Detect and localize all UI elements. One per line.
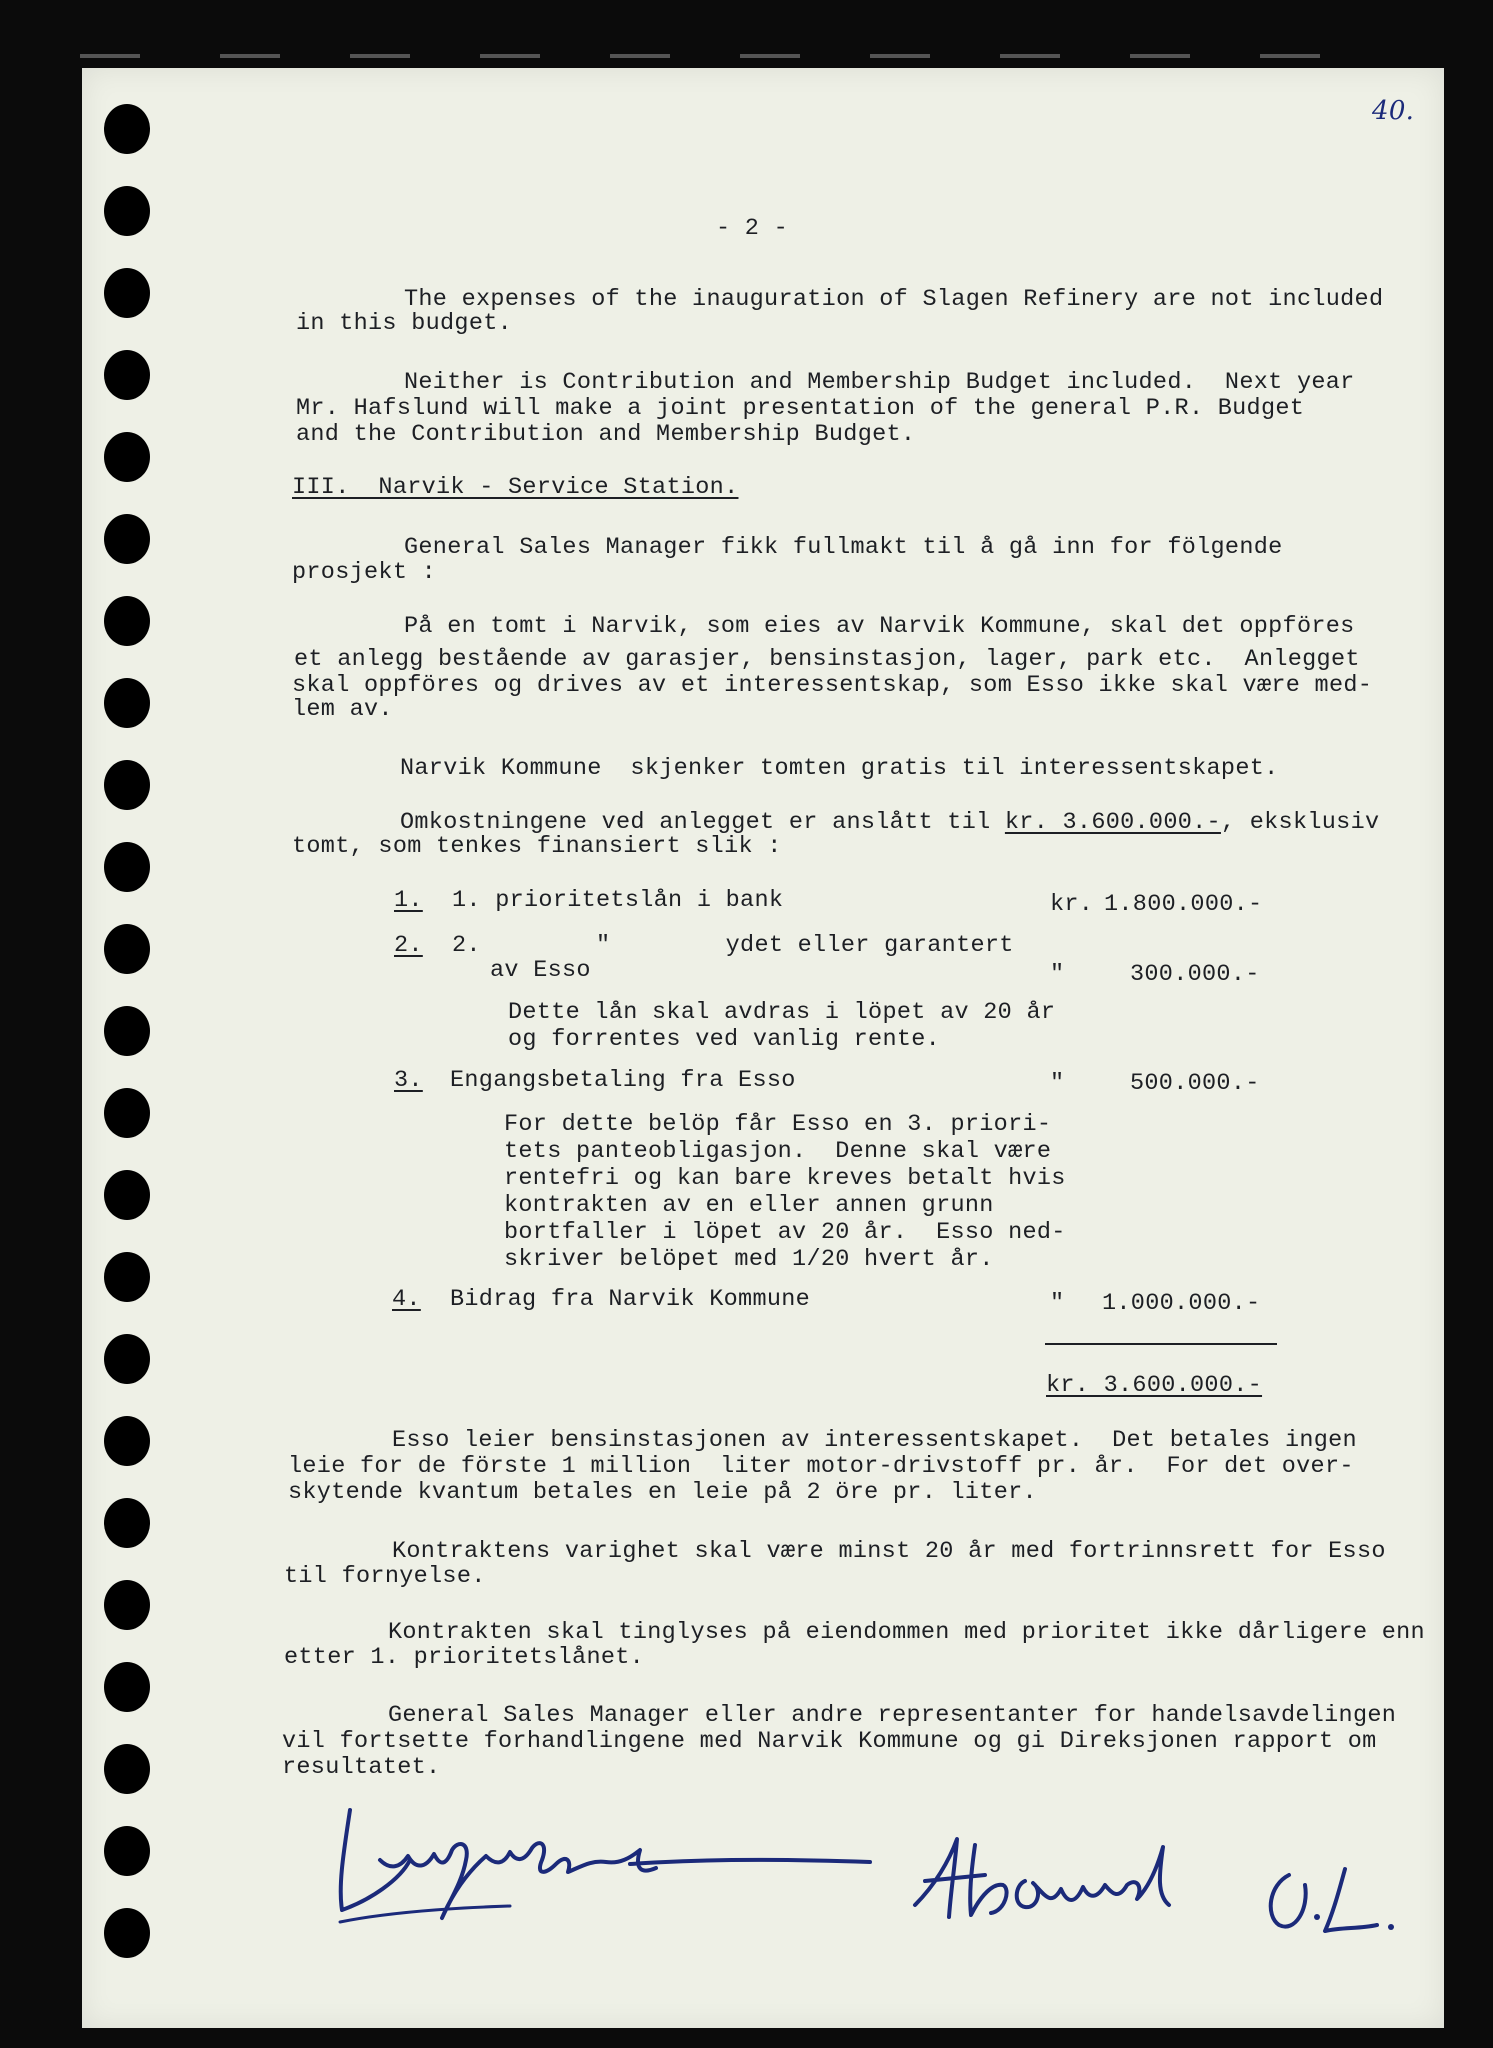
paragraph-line: tomt, som tenkes finansiert slik :	[292, 833, 782, 860]
initials-signature	[1255, 1855, 1415, 1945]
punch-hole	[104, 924, 150, 974]
paragraph-line: skytende kvantum betales en leie på 2 öre pr. liter.	[288, 1479, 1037, 1506]
financing-item-note: tets panteobligasjon. Denne skal være	[504, 1138, 1052, 1165]
paragraph-line: Narvik Kommune skjenker tomten gratis til interessentskapet.	[400, 755, 1279, 782]
punch-hole	[104, 1580, 150, 1630]
paragraph-line: Neither is Contribution and Membership Budget included. Next year	[404, 369, 1355, 396]
financing-item-amount: 500.000.-	[1130, 1070, 1260, 1097]
paragraph-line: leie for de förste 1 million liter motor-drivstoff pr. år. For det over-	[288, 1453, 1354, 1480]
financing-item-label: av Esso	[490, 957, 591, 984]
border-mark	[350, 54, 410, 58]
punch-hole	[104, 1170, 150, 1220]
paragraph-line: skal oppföres og drives av et interessentskap, som Esso ikke skal være med-	[292, 672, 1373, 699]
punch-hole	[104, 596, 150, 646]
paragraph-line: resultatet.	[282, 1754, 441, 1781]
financing-item-note: bortfaller i löpet av 20 år. Esso ned-	[504, 1219, 1066, 1246]
punch-hole	[104, 1006, 150, 1056]
paragraph-line: lem av.	[292, 696, 393, 723]
financing-total: kr. 3.600.000.-	[1046, 1372, 1263, 1399]
financing-item-prefix: "	[1050, 1070, 1065, 1097]
border-mark	[1260, 54, 1320, 58]
punch-hole	[104, 268, 150, 318]
financing-item-note: kontrakten av en eller annen grunn	[504, 1192, 994, 1219]
punch-hole	[104, 1744, 150, 1794]
punch-hole	[104, 432, 150, 482]
punch-hole	[104, 186, 150, 236]
paragraph-text: Omkostningene ved anlegget er anslått til	[400, 809, 1005, 836]
section-heading: III. Narvik - Service Station.	[292, 474, 739, 501]
paragraph-line: til fornyelse.	[284, 1563, 486, 1590]
financing-item-note: og forrentes ved vanlig rente.	[508, 1026, 941, 1053]
paragraph-line: På en tomt i Narvik, som eies av Narvik Kommune, skal det oppföres	[404, 613, 1355, 640]
paragraph-line: etter 1. prioritetslånet.	[284, 1644, 645, 1671]
punch-hole	[104, 514, 150, 564]
paragraph-line: and the Contribution and Membership Budget.	[296, 421, 916, 448]
sum-rule	[1045, 1343, 1277, 1345]
paragraph-line: General Sales Manager fikk fullmakt til å gå inn for fölgende	[404, 534, 1283, 561]
paragraph-line: in this budget.	[296, 310, 513, 337]
border-mark	[480, 54, 540, 58]
border-mark	[220, 54, 280, 58]
punch-hole	[104, 1416, 150, 1466]
financing-item-number: 3.	[394, 1067, 423, 1094]
page-header: - 2 -	[716, 215, 789, 242]
punch-hole	[104, 1252, 150, 1302]
border-mark	[610, 54, 670, 58]
financing-item-amount: 300.000.-	[1130, 961, 1260, 988]
financing-item-number: 4.	[392, 1286, 421, 1313]
punch-hole	[104, 1088, 150, 1138]
financing-item-label: 1. prioritetslån i bank	[452, 887, 784, 914]
financing-item-label: Bidrag fra Narvik Kommune	[450, 1286, 811, 1313]
financing-item-number: 1.	[394, 887, 423, 914]
punch-hole	[104, 678, 150, 728]
paragraph-line: vil fortsette forhandlingene med Narvik Kommune og gi Direksjonen rapport om	[282, 1728, 1377, 1755]
total-cost-underlined: kr. 3.600.000.-	[1004, 809, 1221, 836]
financing-item-amount: 1.000.000.-	[1102, 1290, 1261, 1317]
punch-hole	[104, 1826, 150, 1876]
paragraph-line: The expenses of the inauguration of Slagen Refinery are not included	[404, 286, 1384, 313]
punch-hole	[104, 1908, 150, 1958]
punch-hole	[104, 104, 150, 154]
punch-hole	[104, 1662, 150, 1712]
paragraph-line: Kontrakten skal tinglyses på eiendommen med prioritet ikke dårligere enn	[388, 1619, 1425, 1646]
financing-item-label: Engangsbetaling fra Esso	[450, 1067, 796, 1094]
paragraph-line: General Sales Manager eller andre representanter for handelsavdelingen	[388, 1702, 1397, 1729]
paragraph-text: , eksklusiv	[1220, 809, 1380, 836]
border-mark	[1130, 54, 1190, 58]
border-mark	[740, 54, 800, 58]
financing-item-prefix: "	[1050, 961, 1065, 988]
paragraph-line: Esso leier bensinstasjonen av interessentskapet. Det betales ingen	[392, 1427, 1357, 1454]
financing-item-number: 2.	[394, 932, 423, 959]
punch-hole	[104, 1498, 150, 1548]
border-mark	[80, 54, 140, 58]
financing-item-note: Dette lån skal avdras i löpet av 20 år	[508, 999, 1056, 1026]
financing-item-note: rentefri og kan bare kreves betalt hvis	[504, 1165, 1066, 1192]
financing-item-note: For dette belöp får Esso en 3. priori-	[504, 1111, 1052, 1138]
punch-hole	[104, 842, 150, 892]
paragraph-line: Mr. Hafslund will make a joint presentation of the general P.R. Budget	[296, 395, 1305, 422]
handwritten-page-number: 40.	[1372, 96, 1415, 126]
border-mark	[1000, 54, 1060, 58]
financing-item-amount: 1.800.000.-	[1104, 891, 1263, 918]
punch-hole	[104, 350, 150, 400]
paragraph-line: prosjekt :	[292, 559, 437, 586]
financing-item-note: skriver belöpet med 1/20 hvert år.	[504, 1246, 994, 1273]
paragraph-line: Kontraktens varighet skal være minst 20 år med fortrinnsrett for Esso	[392, 1538, 1386, 1565]
border-mark	[870, 54, 930, 58]
paragraph-line: et anlegg bestående av garasjer, bensinstasjon, lager, park etc. Anlegget	[294, 646, 1360, 673]
signature-2	[905, 1825, 1235, 1935]
punch-hole	[104, 1334, 150, 1384]
financing-item-label: 2. " ydet eller garantert	[452, 932, 1014, 959]
financing-item-prefix: "	[1050, 1290, 1065, 1317]
signature-1	[330, 1790, 890, 1940]
punch-hole	[104, 760, 150, 810]
financing-item-prefix: kr.	[1050, 891, 1094, 918]
